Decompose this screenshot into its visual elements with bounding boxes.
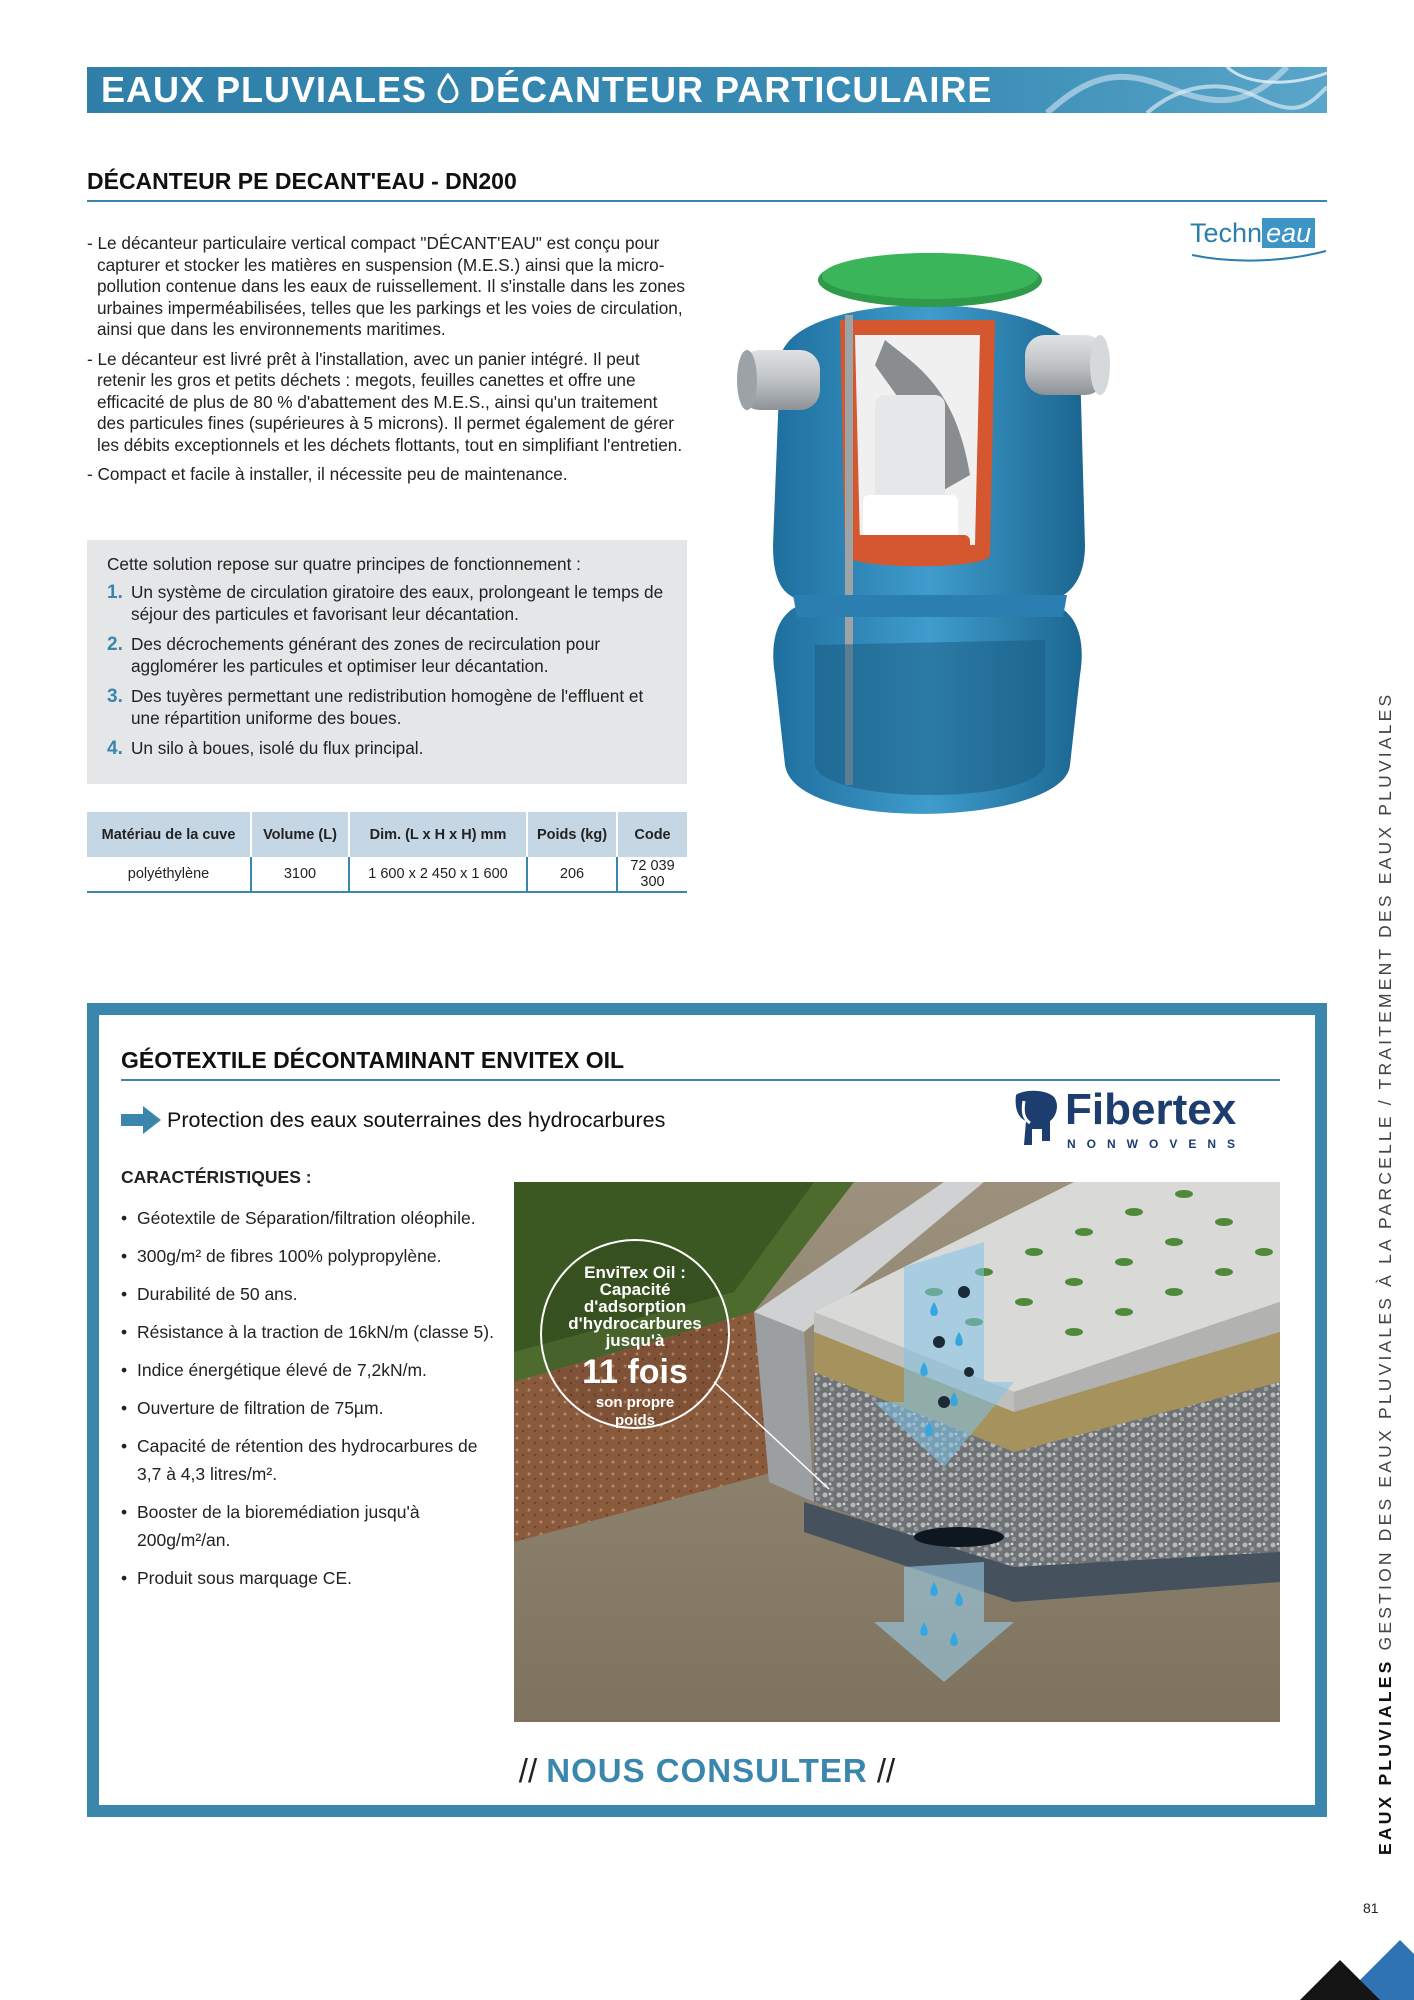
- callout-line: d'adsorption: [583, 1297, 687, 1316]
- banner-title-right: DÉCANTEUR PARTICULAIRE: [469, 69, 993, 110]
- page-number: 81: [1363, 1900, 1379, 1916]
- tagline: [121, 1105, 665, 1135]
- spec-table: [87, 812, 687, 893]
- callout-line: EnviTex Oil :: [584, 1263, 686, 1282]
- consult-slash-left: //: [518, 1752, 538, 1789]
- principles-list: [107, 582, 667, 769]
- wave-decoration: [1027, 67, 1327, 113]
- table-header: Matériau de la cuve: [87, 812, 251, 857]
- list-item: • Durabilité de 50 ans.: [121, 1280, 501, 1308]
- list-item: • Ouverture de filtration de 75µm.: [121, 1394, 501, 1422]
- principle-text: Des décrochements générant des zones de recirculation pour agglomérer les particules et optimiser leur décantation.: [131, 634, 601, 676]
- caracteristiques-heading: CARACTÉRISTIQUES :: [121, 1167, 312, 1187]
- list-item: • Booster de la bioremédiation jusqu'à 200g/m²/an.: [121, 1498, 501, 1554]
- table-header-row: [87, 812, 687, 857]
- water-drop-icon: [437, 73, 459, 108]
- callout-line: d'hydrocarbures: [568, 1314, 702, 1333]
- intro-paragraph: - Le décanteur particulaire vertical compact "DÉCANT'EAU" est conçu pour capturer et stocker les matières en suspension (M.E.S.) ainsi que la micro-pollution contenue dans les eaux de ruissellement. Il s'installe dans les zones urbaines imperméabilisées, telles que les parkings et les voies de circulation, ainsi que dans les environnements maritimes.: [87, 233, 686, 339]
- table-cell: 3100: [251, 857, 349, 892]
- list-item: • Indice énergétique élevé de 7,2kN/m.: [121, 1356, 501, 1384]
- banner-title-left: EAUX PLUVIALES: [101, 69, 428, 110]
- tagline-text: Protection des eaux souterraines des hydrocarbures: [167, 1107, 666, 1132]
- section-title-geotextile: GÉOTEXTILE DÉCONTAMINANT ENVITEX OIL: [121, 1047, 625, 1073]
- decanteur-tank-illustration: [735, 245, 1125, 835]
- table-cell: polyéthylène: [87, 857, 251, 892]
- nous-consulter: [0, 1752, 1414, 1790]
- principle-item: [107, 738, 667, 760]
- fibertex-sub: NONWOVENS: [1067, 1137, 1247, 1151]
- principle-item: [107, 686, 667, 729]
- table-header: Volume (L): [251, 812, 349, 857]
- table-cell: 72 039 300: [617, 857, 687, 892]
- list-item: • Géotextile de Séparation/filtration oléophile.: [121, 1204, 501, 1232]
- sidebar-bold: EAUX PLUVIALES: [1375, 1658, 1395, 1855]
- consult-slash-right: //: [876, 1752, 896, 1789]
- arrow-right-icon: [121, 1105, 161, 1135]
- callout-line: poids: [615, 1412, 655, 1429]
- list-item: • Résistance à la traction de 16kN/m (classe 5).: [121, 1318, 501, 1346]
- principle-number: 4.: [107, 738, 123, 759]
- callout-line: Capacité: [599, 1280, 671, 1299]
- table-header: Dim. (L x H x H) mm: [349, 812, 527, 857]
- intro-paragraph: - Compact et facile à installer, il nécessite peu de maintenance.: [87, 464, 568, 484]
- geotextile-cross-section-illustration: [514, 1182, 1280, 1722]
- intro-text: [87, 233, 687, 494]
- principles-box: [87, 540, 687, 784]
- list-item: • 300g/m² de fibres 100% polypropylène.: [121, 1242, 501, 1270]
- callout-line: son propre: [595, 1394, 675, 1411]
- principle-item: [107, 582, 667, 625]
- intro-paragraph: - Le décanteur est livré prêt à l'installation, avec un panier intégré. Il peut retenir les gros et petits déchets : megots, feuilles canettes et offre une efficacité de plus de 80 % d'abattement des M.E.S., ainsi qu'un traitement des particules fines (supérieures à 5 microns). Il permet également de gérer les débits exceptionnels et les déchets flottants, tout en simplifiant l'entretien.: [87, 348, 683, 455]
- section-title-decanteur: DÉCANTEUR PE DECANT'EAU - DN200: [87, 168, 517, 194]
- section-divider: [121, 1079, 1280, 1081]
- principle-number: 3.: [107, 686, 123, 707]
- principle-text: Un silo à boues, isolé du flux principal.: [131, 738, 424, 758]
- techneau-logo-part1: Techn: [1190, 218, 1263, 248]
- header-banner: [87, 67, 1327, 113]
- fibertex-logo: [1010, 1085, 1275, 1155]
- techneau-logo-part2: eau: [1262, 218, 1315, 248]
- sidebar-rest: GESTION DES EAUX PLUVIALES À LA PARCELLE / TRAITEMENT DES EAUX PLUVIALES: [1375, 691, 1395, 1651]
- consult-text: NOUS CONSULTER: [546, 1752, 868, 1789]
- list-item: • Capacité de rétention des hydrocarbures de 3,7 à 4,3 litres/m².: [121, 1432, 501, 1488]
- caracteristiques-list: [121, 1204, 501, 1602]
- principle-number: 1.: [107, 582, 123, 603]
- principles-lead: Cette solution repose sur quatre principes de fonctionnement :: [107, 554, 581, 574]
- table-cell: 1 600 x 2 450 x 1 600: [349, 857, 527, 892]
- table-cell: 206: [527, 857, 617, 892]
- elephant-icon: [1010, 1089, 1060, 1149]
- table-row: [87, 857, 687, 892]
- section-divider: [87, 200, 1327, 202]
- vertical-sidebar-label: [1375, 692, 1396, 1855]
- callout-line: jusqu'à: [605, 1331, 665, 1350]
- corner-decoration: [1300, 1930, 1414, 2000]
- list-item: • Produit sous marquage CE.: [121, 1564, 501, 1592]
- principle-number: 2.: [107, 634, 123, 655]
- callout-big: 11 fois: [582, 1353, 688, 1391]
- table-header: Poids (kg): [527, 812, 617, 857]
- fibertex-name: Fibertex: [1065, 1085, 1237, 1134]
- principle-text: Un système de circulation giratoire des eaux, prolongeant le temps de séjour des particules et favorisant leur décantation.: [131, 582, 664, 624]
- table-header: Code: [617, 812, 687, 857]
- techneau-logo: [1190, 218, 1330, 270]
- principle-text: Des tuyères permettant une redistribution homogène de l'effluent et une répartition uniforme des boues.: [131, 686, 644, 728]
- principle-item: [107, 634, 667, 677]
